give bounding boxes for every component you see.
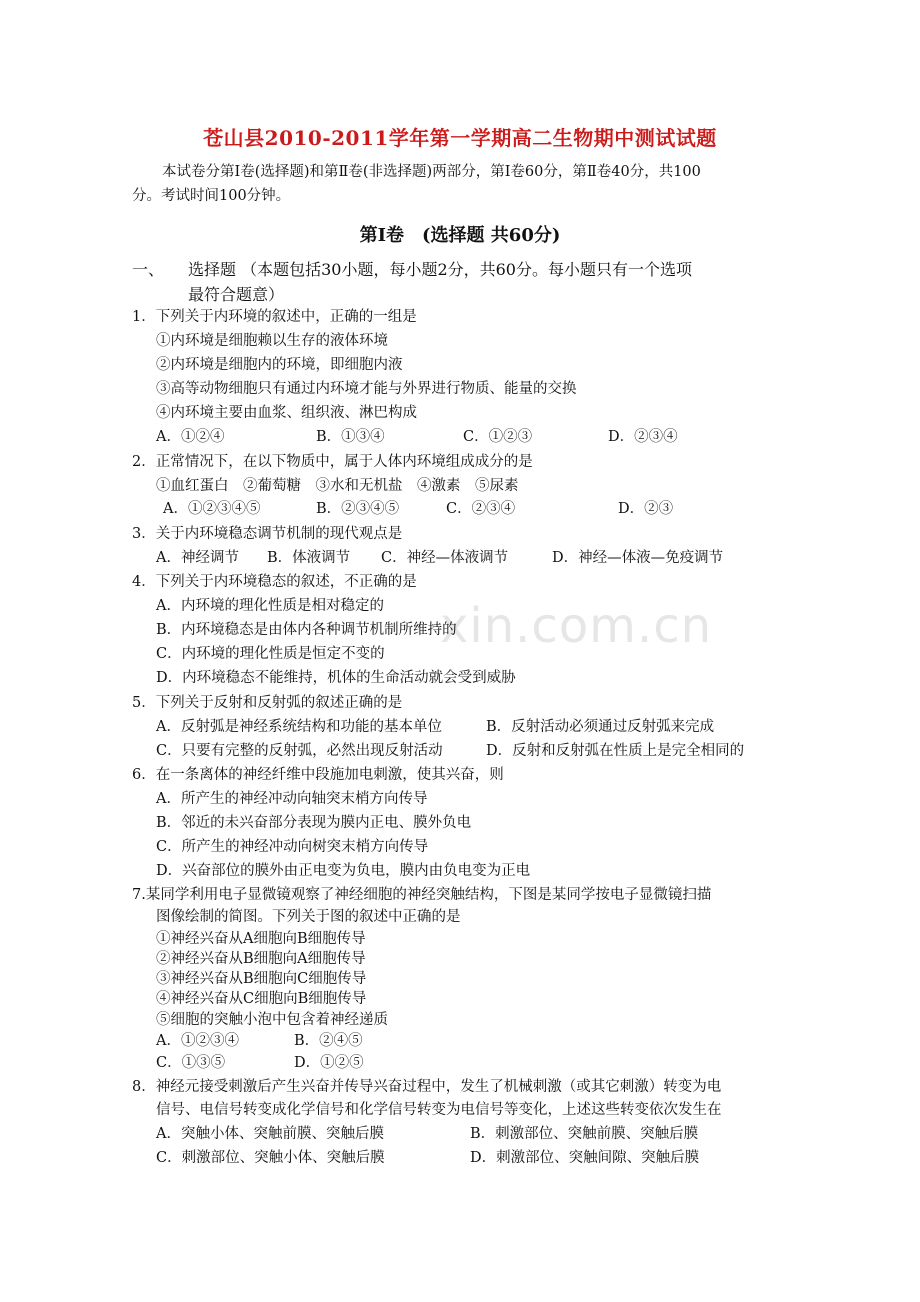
question-8-line-1: 8．神经元接受刺激后产生兴奋并传导兴奋过程中，发生了机械刺激（或其它刺激）转变为电 <box>132 1079 722 1095</box>
intro-line-2: 分。考试时间100分钟。 <box>132 188 291 204</box>
q6-option-a: A．所产生的神经冲动向轴突末梢方向传导 <box>156 791 428 807</box>
q1-statement-3: ③高等动物细胞只有通过内环境才能与外界进行物质、能量的交换 <box>156 381 577 397</box>
q6-option-d: D．兴奋部位的膜外由正电变为负电，膜内由负电变为正电 <box>156 863 531 879</box>
question-2: 2．正常情况下，在以下物质中，属于人体内环境组成成分的是 <box>132 454 533 470</box>
q2-option-a: A．①②③④⑤ <box>163 501 261 517</box>
q1-statement-2: ②内环境是细胞内的环境，即细胞内液 <box>156 357 403 373</box>
q1-option-b: B．①③④ <box>316 429 385 445</box>
q8-option-c: C．刺激部位、突触小体、突触后膜 <box>156 1150 385 1166</box>
q6-option-b: B．邻近的未兴奋部分表现为膜内正电、膜外负电 <box>156 815 472 831</box>
q7-statement-3: ③神经兴奋从B细胞向C细胞传导 <box>156 971 367 987</box>
part-number: 一、 <box>132 260 165 279</box>
question-6: 6．在一条离体的神经纤维中段施加电刺激，使其兴奋，则 <box>132 767 504 783</box>
q8-option-a: A．突触小体、突触前膜、突触后膜 <box>156 1126 384 1142</box>
q3-option-b: B．体液调节 <box>267 550 351 566</box>
q2-statement: ①血红蛋白 ②葡萄糖 ③水和无机盐 ④激素 ⑤尿素 <box>156 478 519 494</box>
q7-option-c: C．①③⑤ <box>156 1055 226 1071</box>
q4-option-c: C．内环境的理化性质是恒定不变的 <box>156 646 385 662</box>
question-5: 5．下列关于反射和反射弧的叙述正确的是 <box>132 695 403 711</box>
exam-title: 苍山县2010-2011学年第一学期高二生物期中测试试题 <box>203 126 717 150</box>
q7-option-d: D．①②⑤ <box>294 1055 364 1071</box>
section-heading: 第Ⅰ卷 (选择题 共60分) <box>359 225 561 246</box>
q7-statement-4: ④神经兴奋从C细胞向B细胞传导 <box>156 991 367 1007</box>
q4-option-a: A．内环境的理化性质是相对稳定的 <box>156 598 384 614</box>
q8-option-b: B．刺激部位、突触前膜、突触后膜 <box>470 1126 699 1142</box>
question-7-line-1: 7.某同学利用电子显微镜观察了神经细胞的神经突触结构，下图是某同学按电子显微镜扫描 <box>132 887 712 903</box>
q3-option-c: C．神经—体液调节 <box>381 550 509 566</box>
q5-option-c: C．只要有完整的反射弧，必然出现反射活动 <box>156 743 443 759</box>
q1-option-a: A．①②④ <box>156 429 225 445</box>
q1-statement-4: ④内环境主要由血浆、组织液、淋巴构成 <box>156 405 417 421</box>
question-4: 4．下列关于内环境稳态的叙述，不正确的是 <box>132 574 417 590</box>
exam-intro <box>132 160 792 208</box>
q4-option-b: B．内环境稳态是由体内各种调节机制所维持的 <box>156 622 457 638</box>
q6-option-c: C．所产生的神经冲动向树突末梢方向传导 <box>156 839 429 855</box>
q3-option-d: D．神经—体液—免疫调节 <box>552 550 724 566</box>
q7-statement-2: ②神经兴奋从B细胞向A细胞传导 <box>156 951 366 967</box>
q7-statement-5: ⑤细胞的突触小泡中包含着神经递质 <box>156 1012 388 1028</box>
question-3: 3．关于内环境稳态调节机制的现代观点是 <box>132 526 403 542</box>
question-1: 1．下列关于内环境的叙述中，正确的一组是 <box>132 309 417 325</box>
q5-option-a: A．反射弧是神经系统结构和功能的基本单位 <box>156 719 442 735</box>
q7-statement-1: ①神经兴奋从A细胞向B细胞传导 <box>156 931 366 947</box>
question-8-line-2: 信号、电信号转变成化学信号和化学信号转变为电信号等变化，上述这些转变依次发生在 <box>156 1102 722 1118</box>
q5-option-d: D．反射和反射弧在性质上是完全相同的 <box>486 743 745 759</box>
q7-option-b: B．②④⑤ <box>294 1033 363 1049</box>
question-7-line-2: 图像绘制的简图。下列关于图的叙述中正确的是 <box>156 909 461 925</box>
q2-option-d: D．②③ <box>618 501 674 517</box>
q5-option-b: B．反射活动必须通过反射弧来完成 <box>486 719 715 735</box>
q8-option-d: D．刺激部位、突触间隙、突触后膜 <box>470 1150 700 1166</box>
q1-statement-1: ①内环境是细胞赖以生存的液体环境 <box>156 333 388 349</box>
q7-option-a: A．①②③④ <box>156 1033 239 1049</box>
q1-option-d: D．②③④ <box>608 429 678 445</box>
intro-line-1: 本试卷分第Ⅰ卷(选择题)和第Ⅱ卷(非选择题)两部分，第Ⅰ卷60分，第Ⅱ卷40分，共100 <box>162 164 701 180</box>
q4-option-d: D．内环境稳态不能维持，机体的生命活动就会受到威胁 <box>156 670 516 686</box>
q2-option-c: C．②③④ <box>446 501 516 517</box>
watermark: xin.com.cn <box>440 598 713 654</box>
q3-option-a: A．神经调节 <box>156 550 239 566</box>
q2-option-b: B．②③④⑤ <box>316 501 400 517</box>
part-description: 选择题 （本题包括30小题，每小题2分，共60分。每小题只有一个选项 最符合题意） <box>188 260 692 304</box>
q1-option-c: C．①②③ <box>463 429 533 445</box>
